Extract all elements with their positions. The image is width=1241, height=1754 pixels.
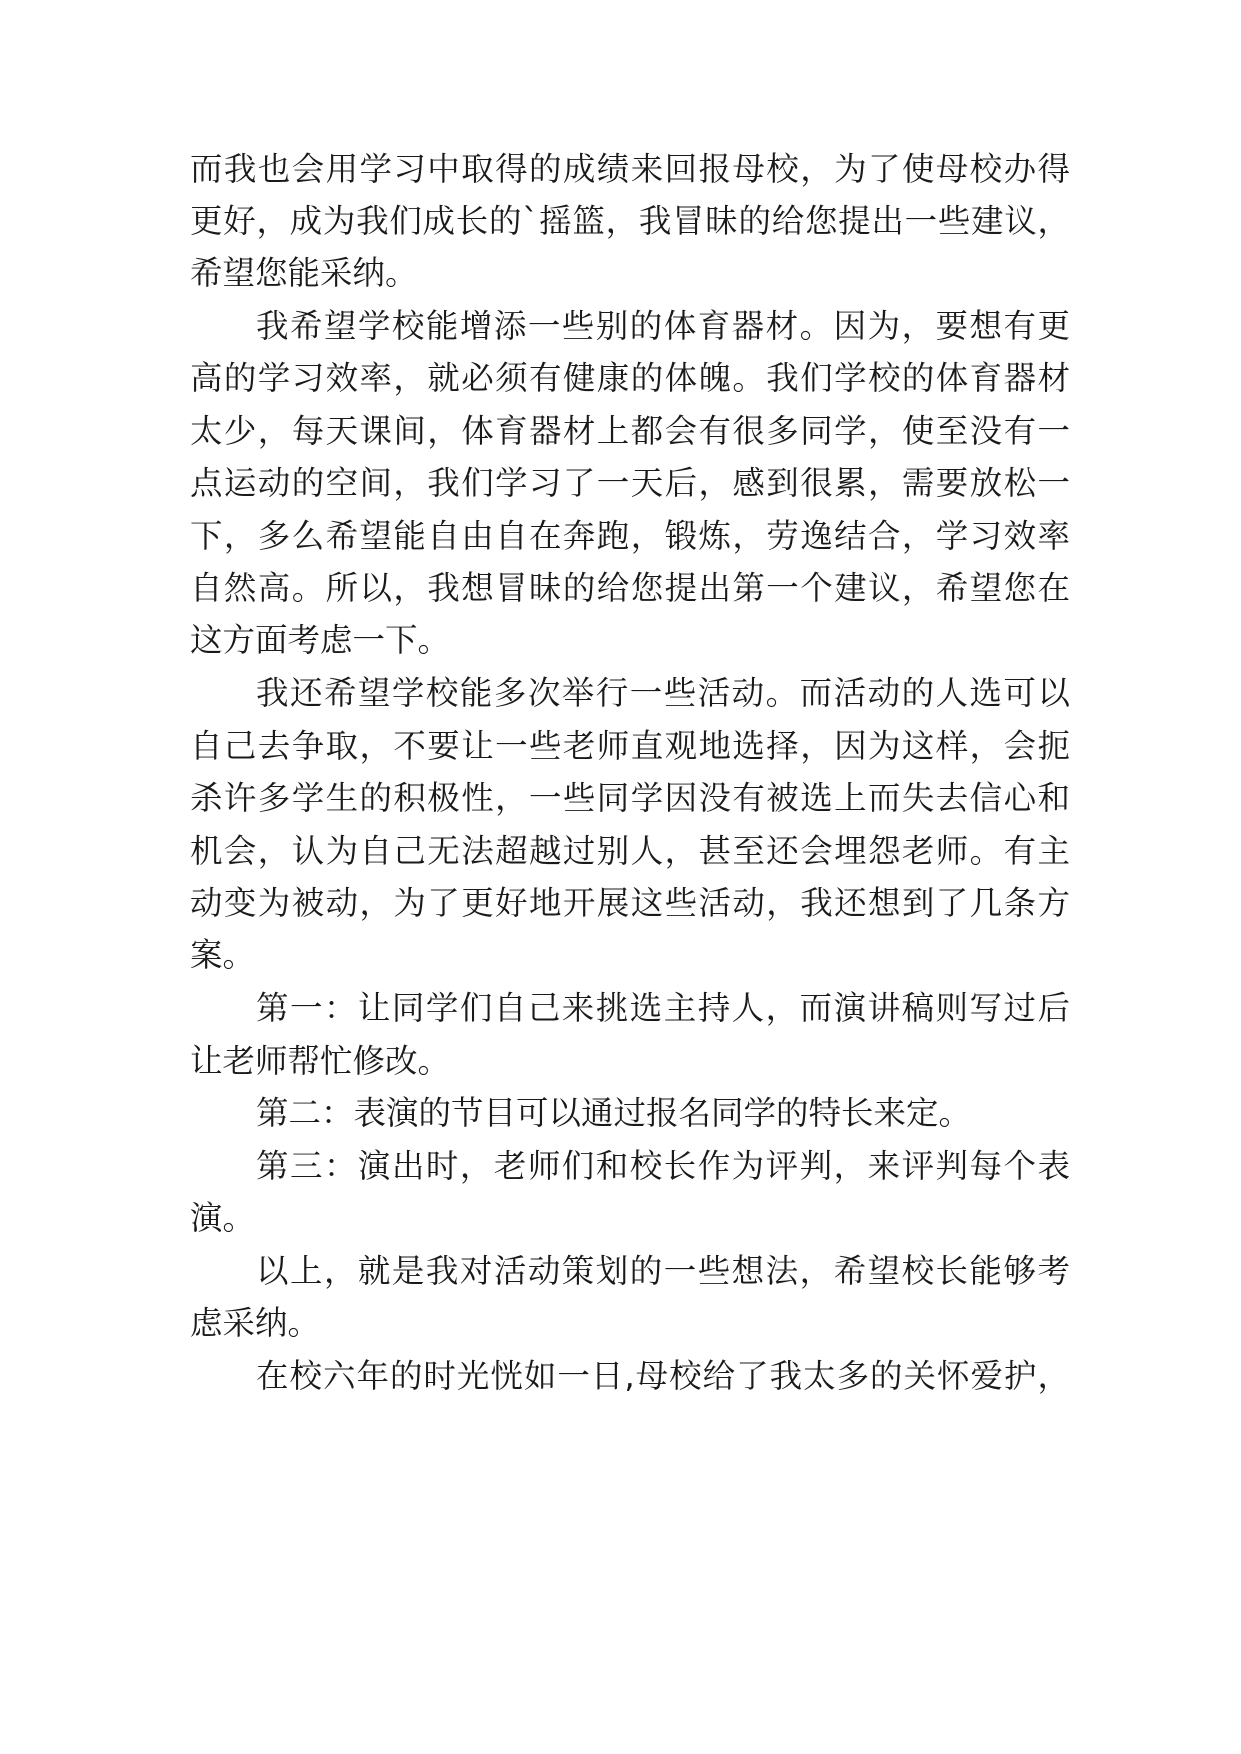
- text-line: 虑采纳。: [190, 1304, 321, 1342]
- text-line: 机会，认为自己无法超越过别人，甚至还会埋怨老师。有主: [190, 832, 1070, 870]
- text-line: 点运动的空间，我们学习了一天后，感到很累，需要放松一: [190, 464, 1070, 502]
- text-line: 自然高。所以，我想冒昧的给您提出第一个建议，希望您在: [190, 569, 1070, 607]
- text-line: 高的学习效率，就必须有健康的体魄。我们学校的体育器材: [190, 359, 1070, 397]
- text-line: 我希望学校能增添一些别的体育器材。因为，要想有更: [256, 307, 1070, 345]
- text-line: 太少，每天课间，体育器材上都会有很多同学，使至没有一: [190, 412, 1070, 450]
- text-line: 第三：演出时，老师们和校长作为评判，来评判每个表: [256, 1147, 1070, 1185]
- text-line: 案。: [190, 936, 256, 974]
- text-line: 下，多么希望能自由自在奔跑，锻炼，劳逸结合，学习效率: [190, 517, 1070, 555]
- text-line: 以上，就是我对活动策划的一些想法，希望校长能够考: [256, 1252, 1070, 1290]
- text-line: 我还希望学校能多次举行一些活动。而活动的人选可以: [256, 674, 1070, 712]
- text-line: 希望您能采纳。: [190, 254, 418, 292]
- text-line: 杀许多学生的积极性，一些同学因没有被选上而失去信心和: [190, 779, 1070, 817]
- text-line: 第一：让同学们自己来挑选主持人，而演讲稿则写过后: [256, 989, 1070, 1027]
- text-line: 动变为被动，为了更好地开展这些活动，我还想到了几条方: [190, 884, 1070, 922]
- text-line: 自己去争取，不要让一些老师直观地选择，因为这样，会扼: [190, 727, 1070, 765]
- text-line: 在校六年的时光恍如一日,母校给了我太多的关怀爱护，: [256, 1357, 1070, 1395]
- text-line: 第二：表演的节目可以通过报名同学的特长来定。: [256, 1094, 972, 1132]
- text-line: 让老师帮忙修改。: [190, 1042, 451, 1080]
- text-line: 而我也会用学习中取得的成绩来回报母校，为了使母校办得: [190, 150, 1070, 188]
- text-line: 更好，成为我们成长的`摇篮，我冒昧的给您提出一些建议，: [190, 202, 1070, 240]
- text-line: 演。: [190, 1199, 256, 1237]
- text-line: 这方面考虑一下。: [190, 621, 451, 659]
